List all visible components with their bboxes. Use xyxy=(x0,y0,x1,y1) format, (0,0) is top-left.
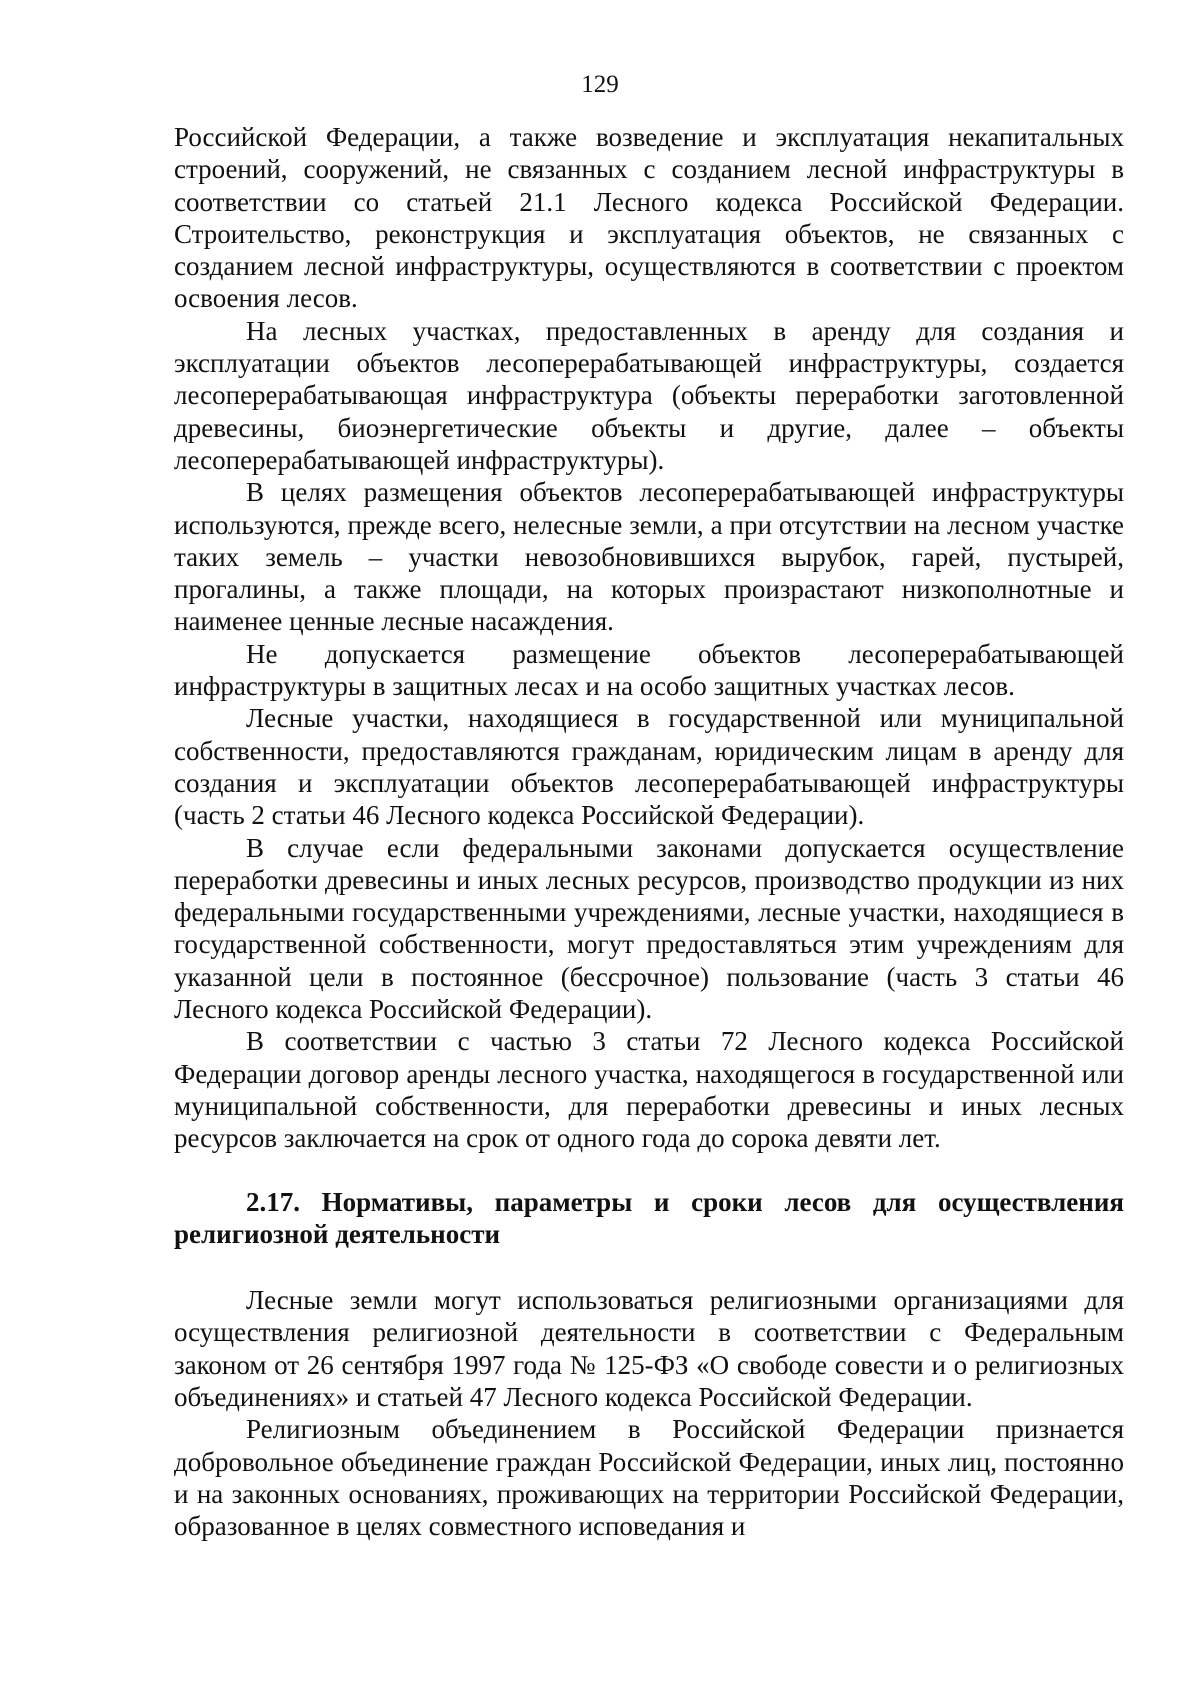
text-block-after xyxy=(174,1284,1124,1542)
paragraph-continuation: Российской Федерации, а также возведение и эксплуатация некапитальных строений, сооружений, не связанных с созданием лесной инфраструктуры в соответствии со статьей 21.1 Лесного кодекса Российской Федерации. Строительство, реконструкция и эксплуатация объектов, не связанных с созданием лесной инфраструктуры, осуществляются в соответствии с проектом освоения лесов. xyxy=(174,122,1124,314)
paragraph: Лесные земли могут использоваться религиозными организациями для осуществления религиозной деятельности в соответствии с Федеральным законом от 26 сентября 1997 года № 125-ФЗ «О свободе совести и о религиозных объединениях» и статьей 47 Лесного кодекса Российской Федерации. xyxy=(174,1285,1124,1412)
paragraph-truncated: Религиозным объединением в Российской Федерации признается добровольное объединение граждан Российской Федерации, иных лиц, постоянно и на законных основаниях, проживающих на территории Российской Федерации, образованное в целях совместного исповедания и xyxy=(174,1414,1124,1542)
paragraph: В соответствии с частью 3 статьи 72 Лесного кодекса Российской Федерации договор аренды лесного участка, находящегося в государственной или муниципальной собственности, для переработки древесины и иных лесных ресурсов заключается на срок от одного года до сорока девяти лет. xyxy=(174,1026,1124,1154)
paragraph: В целях размещения объектов лесоперерабатывающей инфраструктуры используются, прежде всего, нелесные земли, а при отсутствии на лесном участке таких земель – участки невозобновившихся вырубок, гарей, пустырей, прогалины, а также площади, на которых произрастают низкополнотные и наименее ценные лесные насаждения. xyxy=(174,477,1124,637)
page-content xyxy=(174,121,1124,1542)
paragraph: Лесные участки, находящиеся в государственной или муниципальной собственности, предоставляются гражданам, юридическим лицам в аренду для создания и эксплуатации объектов лесоперерабатывающей инфраструктуры (часть 2 статьи 46 Лесного кодекса Российской Федерации). xyxy=(174,703,1124,831)
page-number: 129 xyxy=(581,71,619,98)
paragraph: На лесных участках, предоставленных в аренду для создания и эксплуатации объектов лесоперерабатывающей инфраструктуры, создается лесоперерабатывающая инфраструктура (объекты переработки заготовленной древесины, биоэнергетические объекты и другие, далее – объекты лесоперерабатывающей инфраструктуры). xyxy=(174,315,1124,475)
text-block-before xyxy=(174,121,1124,1155)
paragraph: Не допускается размещение объектов лесоперерабатывающей инфраструктуры в защитных лесах и на особо защитных участках лесов. xyxy=(174,638,1124,702)
section-heading: 2.17. Нормативы, параметры и сроки лесов для осуществления религиозной деятельности xyxy=(174,1186,1124,1249)
paragraph: В случае если федеральными законами допускается осуществление переработки древесины и иных лесных ресурсов, производство продукции из них федеральными государственными учреждениями, лесные участки, находящиеся в государственной собственности, могут предоставляться этим учреждениям для указанной цели в постоянное (бессрочное) пользование (часть 3 статьи 46 Лесного кодекса Российской Федерации). xyxy=(174,832,1124,1025)
